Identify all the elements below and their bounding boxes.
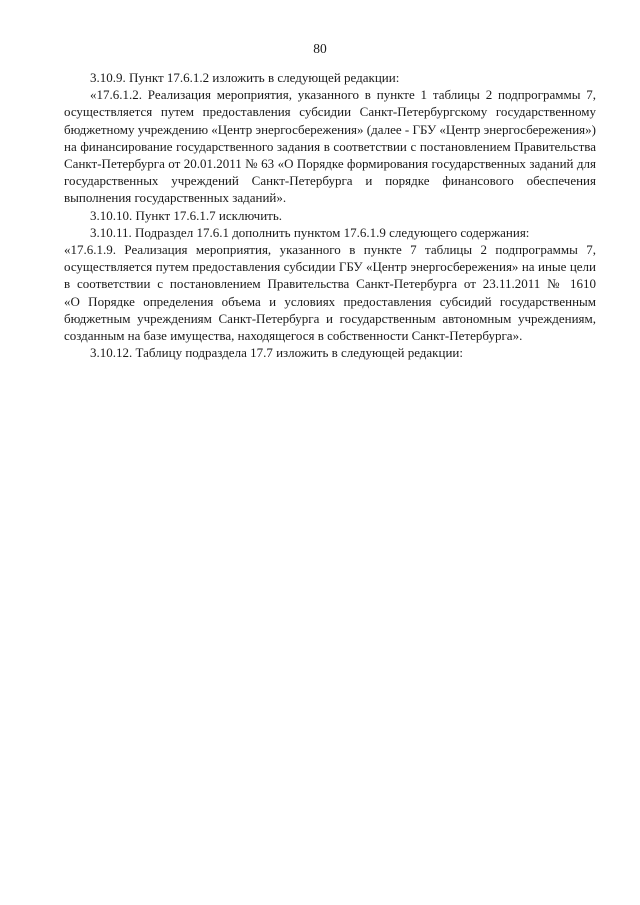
paragraph-3-10-9 xyxy=(64,69,596,86)
text-line: «17.6.1.2. Реализация мероприятия, указанного в пункте 1 таблицы 2 подпрограммы 7, xyxy=(90,87,596,103)
text-line: выполнения государственных заданий». xyxy=(64,190,287,206)
text-line: осуществляется путем предоставления субсидии ГБУ «Центр энергосбережения» на иные цели xyxy=(64,259,596,275)
text-line: в соответствии с постановлением Правительства Санкт-Петербурга от 23.11.2011 № 1610 xyxy=(64,276,596,292)
page-number: 80 xyxy=(313,41,327,56)
text-line: «О Порядке определения объема и условиях предоставления субсидий государственным xyxy=(64,293,596,309)
text-line: «17.6.1.9. Реализация мероприятия, указанного в пункте 7 таблицы 2 подпрограммы 7, xyxy=(64,242,596,258)
text-line: осуществляется путем предоставления субсидии Санкт-Петербургскому государственному xyxy=(64,104,596,120)
document-body xyxy=(64,69,596,361)
text-line: на финансирование государственного задания в соответствии с постановлением Правительства xyxy=(64,138,596,154)
text-line: бюджетному учреждению «Центр энергосбережения» (далее - ГБУ «Центр энергосбережения») xyxy=(64,121,596,137)
paragraph-3-10-11 xyxy=(64,224,596,241)
paragraph-17-6-1-2 xyxy=(64,86,596,206)
text-line: созданным на базе имущества, находящегося в собственности Санкт-Петербурга». xyxy=(64,328,523,344)
text-line: государственных учреждений Санкт-Петербурга и порядке финансового обеспечения xyxy=(64,173,596,189)
text-line: 3.10.9. Пункт 17.6.1.2 изложить в следующей редакции: xyxy=(90,70,400,85)
text-line: Санкт-Петербурга от 20.01.2011 № 63 «О Порядке формирования государственных заданий для xyxy=(64,156,596,172)
paragraph-17-6-1-9 xyxy=(64,241,596,344)
text-line: 3.10.11. Подраздел 17.6.1 дополнить пунктом 17.6.1.9 следующего содержания: xyxy=(90,224,530,240)
paragraph-3-10-10 xyxy=(64,207,596,224)
text-line: 3.10.12. Таблицу подраздела 17.7 изложить в следующей редакции: xyxy=(90,345,463,361)
text-line: бюджетным учреждениям Санкт-Петербурга и государственным автономным учреждениям, xyxy=(64,310,596,326)
text-line: 3.10.10. Пункт 17.6.1.7 исключить. xyxy=(90,207,283,223)
paragraph-3-10-12 xyxy=(64,344,596,361)
